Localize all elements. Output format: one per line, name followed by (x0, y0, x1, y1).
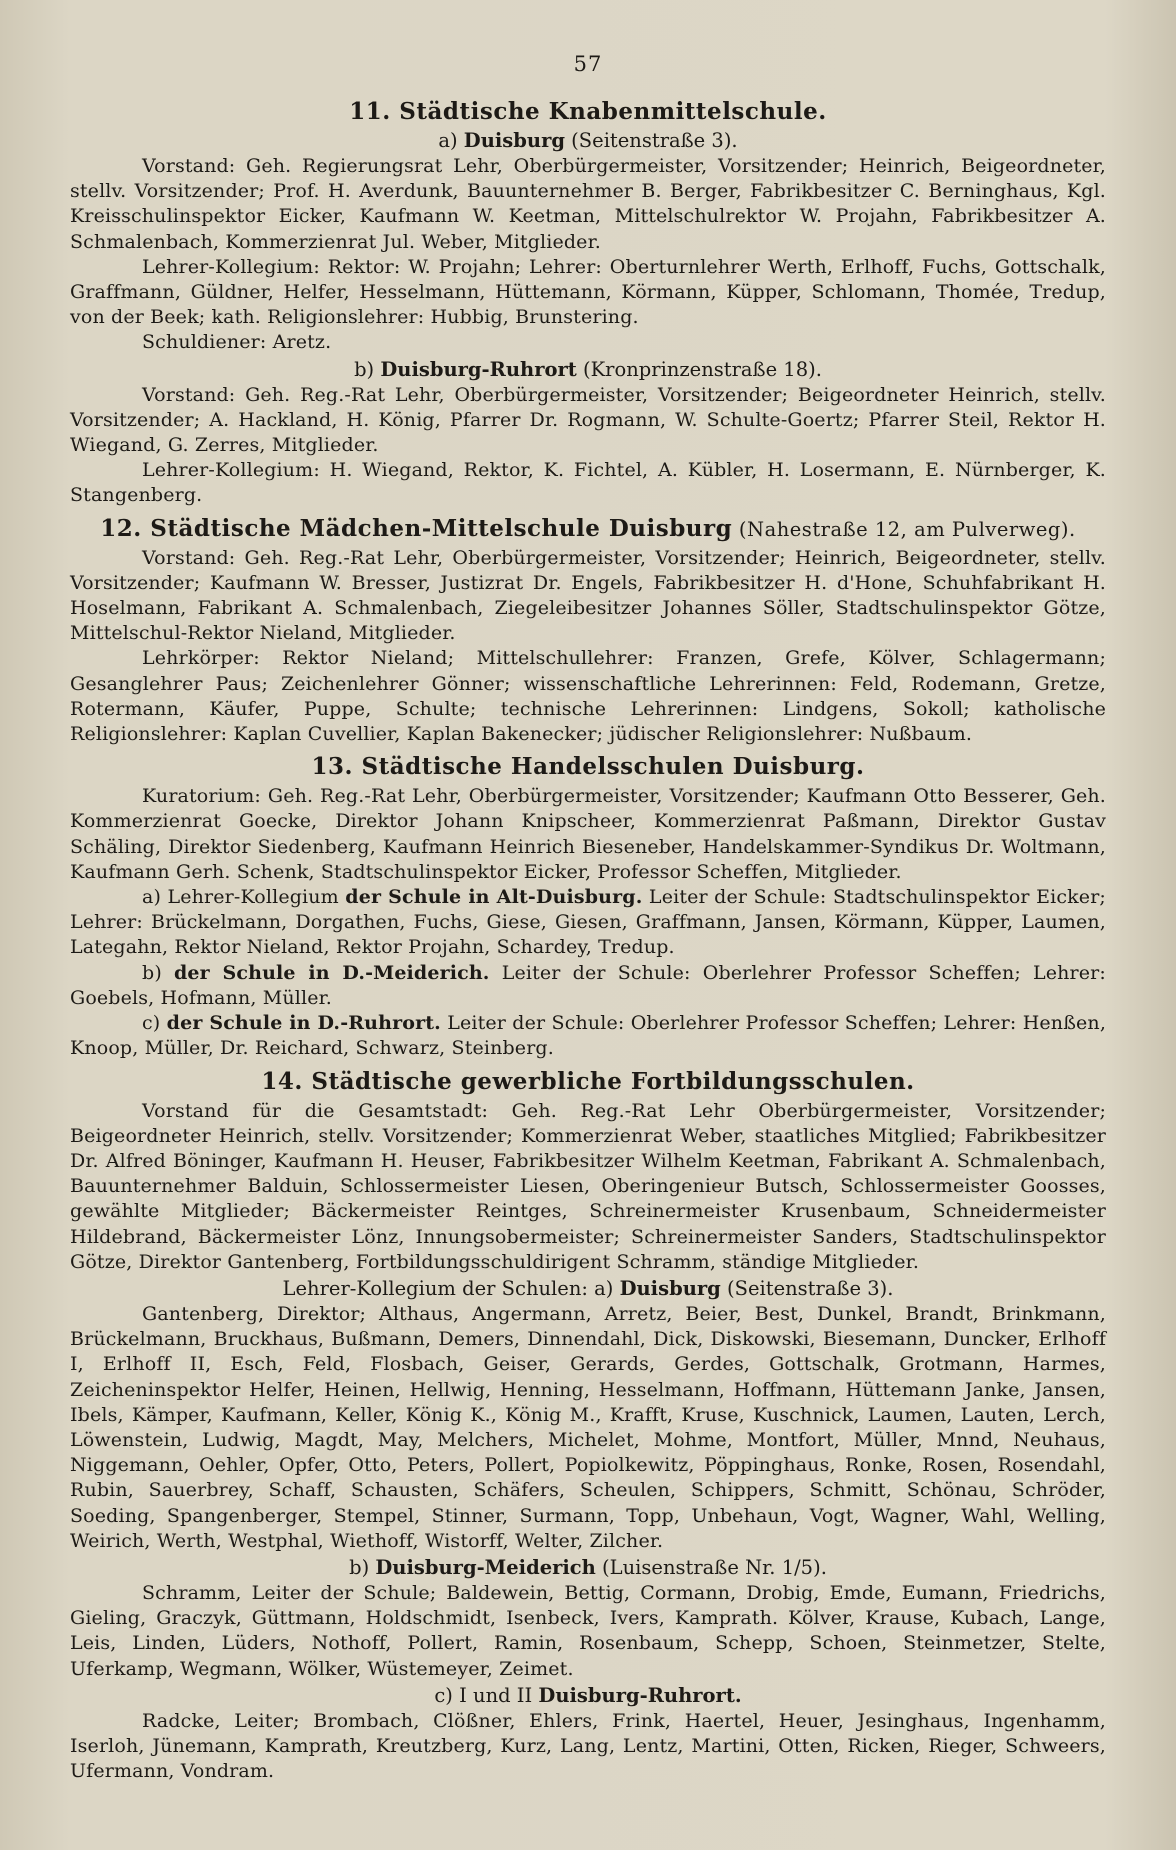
s11a-schuldiener: Schuldiener: Aretz. (142, 331, 332, 354)
s11b-vorstand: Vorstand: Geh. Reg.-Rat Lehr, Oberbürgermeister, Vorsitzender; Beigeordneter Heinrich, stellv. Vorsitzender; A. Hackland, H. König, Pfarrer Dr. Rogmann, W. Schulte-Goertz; Pfarrer Steil, Rektor H. Wiegand, G. Zerres, Mitglieder. (70, 383, 1106, 457)
s13b-text: Leiter der Schule: Oberlehrer Professor Scheffen; Lehrer: Goebels, Hofmann, Müller. (70, 961, 1106, 1009)
s14c-place: Duisburg-Ruhrort. (538, 1683, 742, 1707)
s11a-address: (Seitenstraße 3). (564, 129, 738, 152)
s14c-subheading (70, 1684, 1106, 1707)
s11a-vorstand: Vorstand: Geh. Regierungsrat Lehr, Oberbürgermeister, Vorsitzender; Heinrich, Beigeordneter, stellv. Vorsitzender; Prof. H. Averdunk, Bauunternehmer B. Berger, Fabrikbesitzer C. Berninghaus, Kgl. Kreisschulinspektor Eicker, Kaufmann W. Keetman, Mittelschulrektor W. Projahn, Fabrikbesitzer A. Schmalenbach, Kommerzienrat Jul. Weber, Mitglieder. (70, 155, 1106, 253)
s12-vorstand: Vorstand: Geh. Reg.-Rat Lehr, Oberbürgermeister, Vorsitzender; Heinrich, Beigeordneter, stellv. Vorsitzender; Kaufmann W. Bresser, Justizrat Dr. Engels, Fabrikbesitzer H. d'Hone, Schuhfabrikant H. Hoselmann, Fabrikant A. Schmalenbach, Ziegeleibesitzer Johannes Söller, Stadtschulinspektor Götze, Mittelschul-Rektor Nieland, Mitglieder. (70, 546, 1106, 645)
s14b-label: b) (349, 1555, 376, 1579)
s11b-place: Duisburg-Ruhrort (380, 357, 577, 381)
s11a-label: a) (438, 129, 464, 152)
s13b-school: der Schule in D.-Meiderich. (174, 961, 490, 984)
s11b-label: b) (354, 357, 381, 381)
s13c-entry (70, 1011, 1106, 1061)
section-11a-subheading (70, 129, 1106, 152)
section-12-heading (70, 515, 1106, 542)
s14b-subheading (70, 1556, 1106, 1579)
s13a-text: Leiter der Schule: Stadtschulinspektor Eicker; Lehrer: Brückelmann, Dorgathen, Fuchs, Giese, Giesen, Graffmann, Jansen, Körmann, Küpper, Laumen, Lategahn, Rektor Nieland, Rektor Projahn, Schardey, Tredup. (70, 886, 1106, 959)
s14a-list: Gantenberg, Direktor; Althaus, Angermann, Arretz, Beier, Best, Dunkel, Brandt, Brinkmann, Brückelmann, Bruckhaus, Bußmann, Demers, Dinnendahl, Dick, Diskowski, Biesemann, Duncker, Erlhoff I, Erlhoff II, Esch, Feld, Flosbach, Geiser, Gerards, Gerdes, Gottschalk, Grotmann, Harmes, Zeicheninspektor Helfer, Heinen, Hellwig, Henning, Hesselmann, Hoffmann, Hüttemann Janke, Jansen, Ibels, Kämper, Kaufmann, Keller, König K., König M., Krafft, Kruse, Kuschnick, Laumen, Lauten, Lerch, Löwenstein, Ludwig, Magdt, May, Melchers, Michelet, Mohme, Montfort, Müller, Mnnd, Neuhaus, Niggemann, Oehler, Opfer, Otto, Peters, Pollert, Popiolkewitz, Pöppinghaus, Ronke, Rosen, Rosendahl, Rubin, Sauerbrey, Schaff, Schausten, Schäfers, Scheulen, Schippers, Schmitt, Schönau, Schröder, Soeding, Spangenberger, Stempel, Stinner, Surmann, Topp, Unbehaun, Vogt, Wagner, Wahl, Welling, Weirich, Werth, Westphal, Wiethoff, Wistorff, Welter, Zilcher. (70, 1302, 1106, 1552)
s13c-school: der Schule in D.-Ruhrort. (166, 1012, 441, 1035)
s13a-pre: a) Lehrer-Kollegium (142, 886, 346, 909)
s13a-entry (70, 885, 1106, 961)
s12-lehrkoerper: Lehrkörper: Rektor Nieland; Mittelschullehrer: Franzen, Grefe, Kölver, Schlagermann; Gesanglehrer Paus; Zeichenlehrer Gönner; wissenschaftliche Lehrerinnen: Feld, Rodemann, Gretze, Rotermann, Käufer, Puppe, Schulte; technische Lehrerinnen: Lindgens, Sokoll; katholische Religionslehrer: Kaplan Cuvellier, Kaplan Bakenecker; jüdischer Religionslehrer: Nußbaum. (70, 647, 1106, 746)
s13b-pre: b) (142, 961, 174, 984)
s11b-kollegium: Lehrer-Kollegium: H. Wiegand, Rektor, K. Fichtel, A. Kübler, H. Losermann, E. Nürnberger, K. Stangenberg. (70, 459, 1106, 507)
section-11b-subheading (70, 358, 1106, 381)
s14c-label: c) I und II (434, 1683, 539, 1707)
s12-heading-address: (Nahestraße 12, am Pulverweg). (732, 517, 1076, 541)
s14a-place: Duisburg (619, 1276, 721, 1300)
s11b-address: (Kronprinzenstraße 18). (576, 357, 822, 381)
s13a-school: der Schule in Alt-Duisburg. (345, 886, 643, 909)
section-13-heading: 13. Städtische Handelsschulen Duisburg. (311, 753, 865, 781)
s14-kollegium-intro: Lehrer-Kollegium der Schulen: a) (282, 1276, 620, 1300)
page-number: 57 (573, 52, 603, 76)
s14a-subheading (70, 1277, 1106, 1300)
s11a-kollegium: Lehrer-Kollegium: Rektor: W. Projahn; Lehrer: Oberturnlehrer Werth, Erlhoff, Fuchs, Gottschalk, Graffmann, Güldner, Helfer, Hesselmann, Hüttemann, Körmann, Küpper, Schlomann, Thomée, Tredup, von der Beek; kath. Religionslehrer: Hubbig, Brunstering. (70, 255, 1106, 329)
s13b-entry (70, 961, 1106, 1011)
section-11-heading: 11. Städtische Knabenmittelschule. (349, 98, 827, 125)
s14b-address: (Luisenstraße Nr. 1/5). (595, 1555, 827, 1579)
s14-vorstand: Vorstand für die Gesamtstadt: Geh. Reg.-Rat Lehr Oberbürgermeister, Vorsitzender; Beigeordneter Heinrich, stellv. Vorsitzender; Kommerzienrat Weber, staatliches Mitglied; Fabrikbesitzer Dr. Alfred Böninger, Kaufmann H. Heuser, Fabrikbesitzer Wilhelm Keetman, Fabrikant A. Schmalenbach, Bauunternehmer Balduin, Schlossermeister Liesen, Oberingenieur Butsch, Schlossermeister Goosses, gewählte Mitglieder; Bäckermeister Reintges, Schreinermeister Krusenbaum, Schneidermeister Hildebrand, Bäckermeister Lönz, Innungsobermeister; Schreinermeister Sanders, Stadtschulinspektor Götze, Direktor Gantenberg, Fortbildungsschuldirigent Schramm, ständige Mitglieder. (70, 1099, 1106, 1273)
s13c-pre: c) (142, 1012, 167, 1035)
section-14-heading: 14. Städtische gewerbliche Fortbildungsschulen. (261, 1067, 915, 1095)
s12-heading-title: 12. Städtische Mädchen-Mittelschule Duisburg (100, 514, 733, 542)
s13c-text: Leiter der Schule: Oberlehrer Professor Scheffen; Lehrer: Henßen, Knoop, Müller, Dr. Reichard, Schwarz, Steinberg. (70, 1012, 1107, 1060)
s14b-place: Duisburg-Meiderich (375, 1555, 596, 1579)
s14a-address: (Seitenstraße 3). (720, 1276, 894, 1300)
s11a-place: Duisburg (463, 129, 565, 152)
s14c-list: Radcke, Leiter; Brombach, Clößner, Ehlers, Frink, Haertel, Heuer, Jesinghaus, Ingenhamm, Iserloh, Jünemann, Kamprath, Kreutzberg, Kurz, Lang, Lentz, Martini, Otten, Ricken, Rieger, Schweers, Ufermann, Vondram. (70, 1709, 1106, 1783)
s14b-list: Schramm, Leiter der Schule; Baldewein, Bettig, Cormann, Drobig, Emde, Eumann, Friedrichs, Gieling, Graczyk, Güttmann, Holdschmidt, Isenbeck, Ivers, Kamprath. Kölver, Krause, Kubach, Lange, Leis, Linden, Lüders, Nothoff, Pollert, Ramin, Rosenbaum, Schepp, Schoen, Steinmetzer, Stelte, Uferkamp, Wegmann, Wölker, Wüstemeyer, Zeimet. (70, 1581, 1106, 1680)
s13-kuratorium: Kuratorium: Geh. Reg.-Rat Lehr, Oberbürgermeister, Vorsitzender; Kaufmann Otto Besserer, Geh. Kommerzienrat Goecke, Direktor Johann Knipscheer, Kommerzienrat Paßmann, Direktor Gustav Schäling, Direktor Siedenberg, Kaufmann Heinrich Bieseneber, Handelskammer-Syndikus Dr. Woltmann, Kaufmann Gerh. Schenk, Stadtschulinspektor Eicker, Professor Scheffen, Mitglieder. (70, 785, 1106, 883)
